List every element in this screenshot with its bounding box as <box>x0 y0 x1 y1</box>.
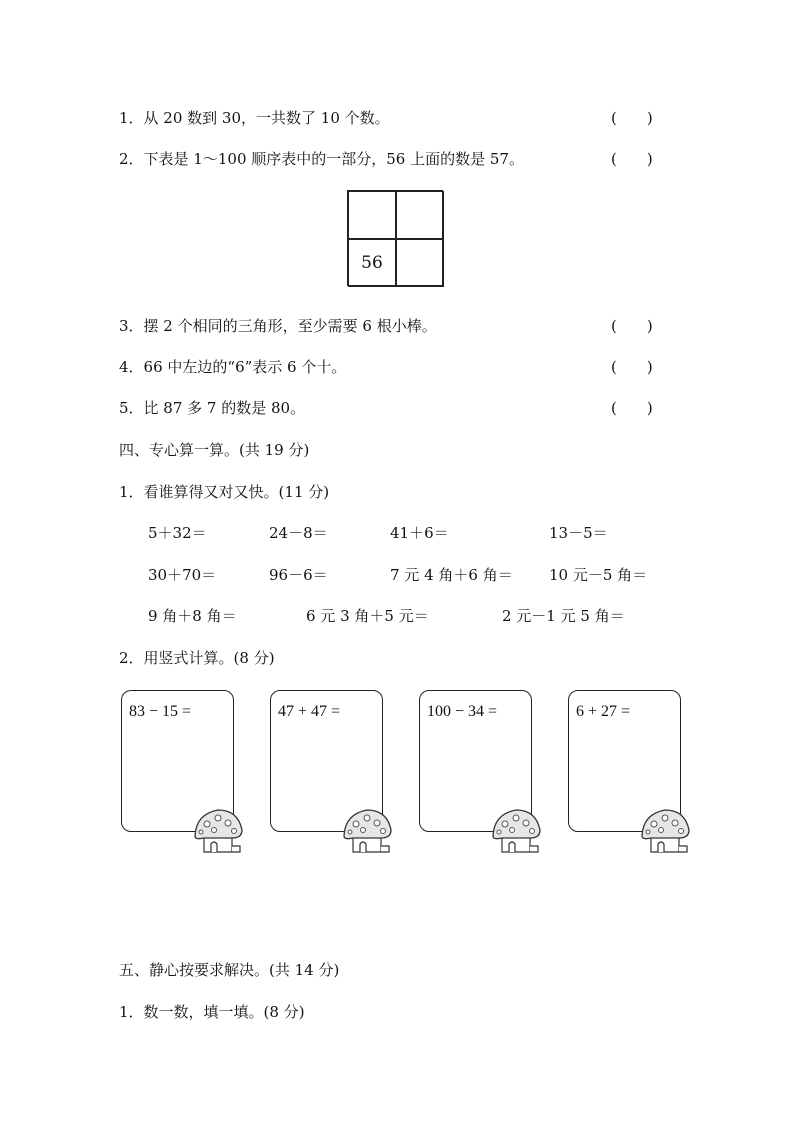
mushroom-house-icon <box>490 806 548 856</box>
judge-item-5: 5．比 87 多 7 的数是 80。 <box>119 399 306 417</box>
chart-cell-bottom-right <box>396 239 444 287</box>
calc-item: 30＋70＝ <box>148 566 217 584</box>
judge-answer-1[interactable]: ( ) <box>611 109 653 127</box>
mushroom-house-icon <box>192 806 250 856</box>
judge-answer-5[interactable]: ( ) <box>611 399 653 417</box>
chart-cell-top-right <box>396 191 444 239</box>
calc-item: 41＋6＝ <box>390 524 449 542</box>
mushroom-house-icon <box>639 806 697 856</box>
section-4-title: 四、专心算一算。(共 19 分) <box>119 441 310 459</box>
chart-cell-top-left <box>348 191 396 239</box>
section-5-q1-title: 1．数一数，填一填。(8 分) <box>119 1003 305 1021</box>
vertical-calc-expression: 47 + 47 = <box>278 703 341 720</box>
calc-item: 10 元－5 角＝ <box>549 566 648 584</box>
calc-item: 9 角＋8 角＝ <box>148 607 237 625</box>
number-chart-fragment <box>347 190 443 286</box>
calc-item: 96－6＝ <box>269 566 328 584</box>
section-4-q1-title: 1．看谁算得又对又快。(11 分) <box>119 483 330 501</box>
chart-cell-56: 56 <box>348 239 396 287</box>
judge-item-3: 3．摆 2 个相同的三角形，至少需要 6 根小棒。 <box>119 317 437 335</box>
vertical-calc-expression: 83 − 15 = <box>129 703 192 720</box>
calc-item: 5＋32＝ <box>148 524 207 542</box>
calc-item: 13－5＝ <box>549 524 608 542</box>
section-4-q2-title: 2．用竖式计算。(8 分) <box>119 649 275 667</box>
calc-item: 6 元 3 角＋5 元＝ <box>306 607 429 625</box>
judge-item-2: 2．下表是 1～100 顺序表中的一部分，56 上面的数是 57。 <box>119 150 524 168</box>
vertical-calc-expression: 6 + 27 = <box>576 703 631 720</box>
judge-answer-4[interactable]: ( ) <box>611 358 653 376</box>
judge-answer-3[interactable]: ( ) <box>611 317 653 335</box>
judge-item-1: 1．从 20 数到 30，一共数了 10 个数。 <box>119 109 390 127</box>
calc-item: 7 元 4 角＋6 角＝ <box>390 566 513 584</box>
calc-item: 24－8＝ <box>269 524 328 542</box>
vertical-calc-expression: 100 − 34 = <box>427 703 498 720</box>
calc-item: 2 元－1 元 5 角＝ <box>502 607 625 625</box>
judge-answer-2[interactable]: ( ) <box>611 150 653 168</box>
mushroom-house-icon <box>341 806 399 856</box>
section-5-title: 五、静心按要求解决。(共 14 分) <box>119 961 340 979</box>
judge-item-4: 4．66 中左边的“6”表示 6 个十。 <box>119 358 347 376</box>
